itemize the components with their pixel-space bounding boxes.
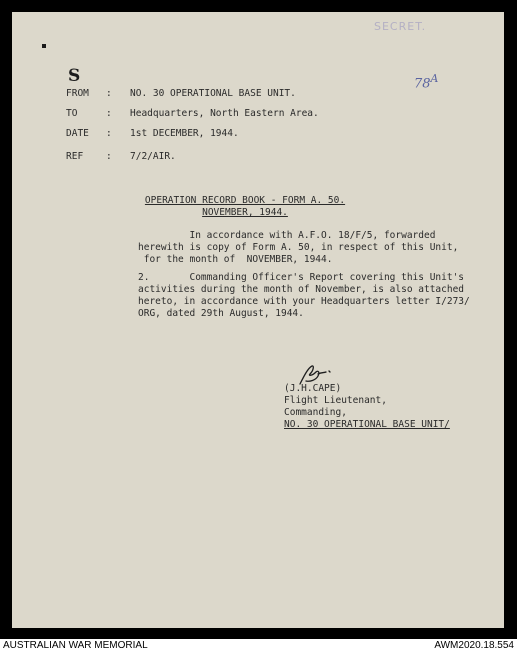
header-from-row bbox=[66, 88, 296, 100]
title-line-2: NOVEMBER, 1944. bbox=[202, 207, 288, 218]
header-from-label: FROM bbox=[66, 88, 89, 99]
header-date-value: 1st DECEMBER, 1944. bbox=[130, 128, 239, 139]
paragraph-1 bbox=[138, 230, 498, 266]
signatory-role: Commanding, bbox=[284, 407, 347, 418]
paragraph-2 bbox=[138, 272, 498, 320]
para2-line: activities during the month of November, is also attached bbox=[138, 284, 465, 295]
para1-line: for the month of NOVEMBER, 1944. bbox=[138, 254, 333, 265]
folio-number bbox=[414, 72, 438, 91]
archive-reference: AWM2020.18.554 bbox=[434, 640, 514, 651]
para1-line: In accordance with A.F.O. 18/F/5, forwarded bbox=[138, 230, 436, 241]
header-colon: : bbox=[106, 108, 112, 119]
archive-footer bbox=[0, 639, 517, 653]
para2-line: 2. Commanding Officer's Report covering this Unit's bbox=[138, 272, 465, 283]
secret-stamp: SECRET. bbox=[374, 20, 427, 33]
header-ref-value: 7/2/AIR. bbox=[130, 151, 176, 162]
para2-line: ORG, dated 29th August, 1944. bbox=[138, 308, 304, 319]
punch-mark bbox=[42, 44, 46, 48]
document-page bbox=[12, 12, 504, 628]
header-date-row bbox=[66, 128, 239, 140]
folio-suffix: A bbox=[430, 72, 439, 85]
header-date-label: DATE bbox=[66, 128, 89, 139]
archive-name: AUSTRALIAN WAR MEMORIAL bbox=[3, 640, 148, 651]
classification-mark: S bbox=[68, 66, 81, 86]
header-ref-row bbox=[66, 151, 176, 163]
header-to-label: TO bbox=[66, 108, 78, 119]
document-title bbox=[134, 195, 356, 219]
header-colon: : bbox=[106, 151, 112, 162]
header-from-value: NO. 30 OPERATIONAL BASE UNIT. bbox=[130, 88, 296, 99]
signatory-rank: Flight Lieutenant, bbox=[284, 395, 387, 406]
signature-block bbox=[284, 383, 450, 431]
header-colon: : bbox=[106, 128, 112, 139]
header-to-row bbox=[66, 108, 319, 120]
title-line-1: OPERATION RECORD BOOK - FORM A. 50. bbox=[144, 195, 346, 206]
para2-line: hereto, in accordance with your Headquarters letter I/273/ bbox=[138, 296, 470, 307]
header-ref-label: REF bbox=[66, 151, 84, 162]
para1-line: herewith is copy of Form A. 50, in respect of this Unit, bbox=[138, 242, 459, 253]
folio-main: 78 bbox=[414, 76, 431, 92]
header-colon: : bbox=[106, 88, 112, 99]
signatory-unit: NO. 30 OPERATIONAL BASE UNIT/ bbox=[284, 419, 450, 430]
signatory-name: (J.H.CAPE) bbox=[284, 383, 342, 394]
header-to-value: Headquarters, North Eastern Area. bbox=[130, 108, 319, 119]
